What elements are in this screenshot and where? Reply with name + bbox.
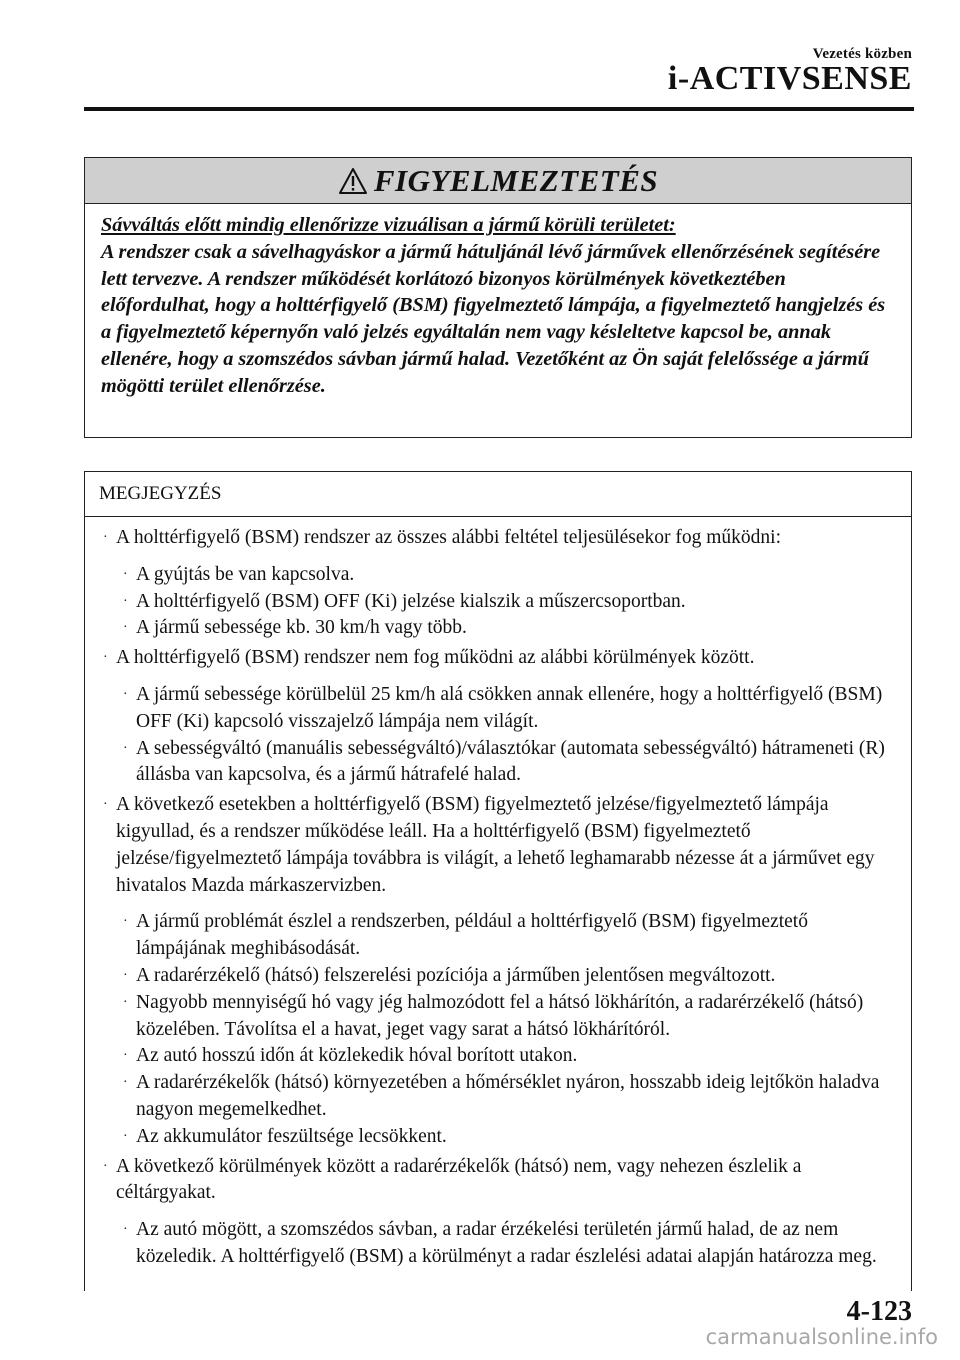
bullet: · — [123, 740, 128, 756]
warning-body — [85, 204, 911, 400]
note-subitem-text: A radarérzékelő (hátsó) felszerelési pozíciója a járműben jelentősen megváltozott. — [136, 964, 776, 986]
bullet: · — [123, 566, 128, 582]
watermark: carmanualsonline.info — [705, 1325, 938, 1349]
note-title: MEGJEGYZÉS — [85, 472, 911, 517]
note-item — [85, 792, 899, 899]
bullet: · — [103, 530, 108, 545]
note-subitem — [85, 736, 899, 790]
note-subitem-text: A gyújtás be van kapcsolva. — [136, 563, 355, 585]
note-item-text: A következő esetekben a holttérfigyelő (BSM) figyelmeztető jelzése/figyelmeztető lámpája kigyullad, és a rendszer működése leáll. Ha a holttérfigyelő (BSM) figyelmeztető jelzése/figyelmeztető lámpája továbbra is világít, a lehető leghamarabb nézesse át a járművet egy hivatalos Mazda márkaszervizben. — [116, 794, 875, 896]
note-subitem — [85, 1217, 899, 1271]
bullet: · — [123, 1075, 128, 1091]
note-subitem-text: A jármű sebessége körülbelül 25 km/h alá csökken annak ellenére, hogy a holttérfigyelő (BSM) OFF (Ki) kapcsoló visszajelző lámpája nem világít. — [136, 683, 883, 732]
note-item — [85, 1154, 899, 1208]
chapter-title: i-ACTIVSENSE — [667, 60, 912, 97]
bullet: · — [123, 686, 128, 702]
note-subitem — [85, 562, 899, 589]
note-subitem-text: A jármű sebessége kb. 30 km/h vagy több. — [136, 617, 467, 639]
note-subitem — [85, 589, 899, 616]
warning-triangle-icon — [338, 167, 368, 195]
note-subitem-text: A holttérfigyelő (BSM) OFF (Ki) jelzése kialszik a műszercsoportban. — [136, 590, 686, 612]
bullet: · — [123, 994, 128, 1010]
note-subitem-text: Az autó hosszú időn át közlekedik hóval borított utakon. — [136, 1045, 578, 1067]
note-subitem-text: Nagyobb mennyiségű hó vagy jég halmozódott fel a hátsó lökhárítón, a radarérzékelő (hátsó) közelében. Távolítsa el a havat, jeget vagy sarat a hátsó lökhárítóról. — [136, 991, 864, 1040]
note-subitem-text: A sebességváltó (manuális sebességváltó)/választókar (automata sebességváltó) hátrameneti (R) állásba van kapcsolva, és a jármű hátrafelé halad. — [136, 737, 885, 786]
bullet: · — [123, 620, 128, 636]
bullet: · — [103, 797, 108, 813]
note-item — [85, 645, 899, 672]
note-subitem — [85, 990, 899, 1044]
page-number: 4-123 — [846, 1296, 912, 1327]
bullet: · — [103, 1158, 108, 1174]
section-title: Vezetés közben — [812, 46, 912, 62]
note-subitem — [85, 963, 899, 990]
warning-box — [84, 157, 912, 438]
note-item — [85, 525, 899, 552]
note-subitem — [85, 682, 899, 736]
note-subitem — [85, 1124, 899, 1151]
note-subitem — [85, 1043, 899, 1070]
note-item-text: A holttérfigyelő (BSM) rendszer nem fog működni az alábbi körülmények között. — [116, 647, 755, 669]
warning-title: FIGYELMEZTETÉS — [373, 162, 659, 198]
warning-lead: Sávváltás előtt mindig ellenőrizze vizuálisan a jármű körüli területet: — [101, 214, 676, 236]
bullet: · — [103, 650, 108, 666]
note-subitem-text: Az akkumulátor feszültsége lecsökkent. — [136, 1125, 447, 1147]
note-subitem-text: Az autó mögött, a szomszédos sávban, a radar érzékelési területén jármű halad, de az nem közeledik. A holttérfigyelő (BSM) a körülményt a radar észlelési adatai alapján határozza meg. — [136, 1219, 877, 1267]
bullet: · — [123, 914, 128, 930]
bullet: · — [123, 1048, 128, 1064]
bullet: · — [123, 593, 128, 609]
note-body — [85, 517, 911, 1271]
header-rule — [84, 107, 914, 111]
bullet: · — [123, 1128, 128, 1144]
note-subitem-text: A jármű problémát észlel a rendszerben, például a holttérfigyelő (BSM) figyelmeztető lámpájának meghibásodását. — [136, 911, 808, 960]
note-subitem — [85, 615, 899, 642]
warning-text: A rendszer csak a sávelhagyáskor a jármű hátuljánál lévő járművek ellenőrzésének segítésére lett tervezve. A rendszer működését korlátozó bizonyos körülmények következtében előfordulhat, hogy a holttérfigyelő (BSM) figyelmeztető lámpája, a figyelmeztető hangjelzés és a figyelmeztető képernyőn való jelzés egyáltalán nem vagy késleltetve kapcsol be, annak ellenére, hogy a szomszédos sávban jármű halad. Vezetőként az Ön saját felelőssége a jármű mögötti terület ellenőrzése. — [101, 240, 886, 397]
note-item-text: A következő körülmények között a radarérzékelők (hátsó) nem, vagy nehezen észlelik a céltárgyakat. — [116, 1155, 802, 1204]
note-subitem — [85, 909, 899, 963]
note-box — [84, 471, 912, 1291]
note-item-text: A holttérfigyelő (BSM) rendszer az összes alábbi feltétel teljesülésekor fog működni: — [116, 527, 781, 548]
bullet: · — [123, 1222, 128, 1238]
note-subitem — [85, 1070, 899, 1124]
note-subitem-text: A radarérzékelők (hátsó) környezetében a hőmérséklet nyáron, hosszabb ideig lejtőkön haladva nagyon megemelkedhet. — [136, 1072, 880, 1120]
bullet: · — [123, 967, 128, 983]
warning-header — [85, 158, 911, 204]
